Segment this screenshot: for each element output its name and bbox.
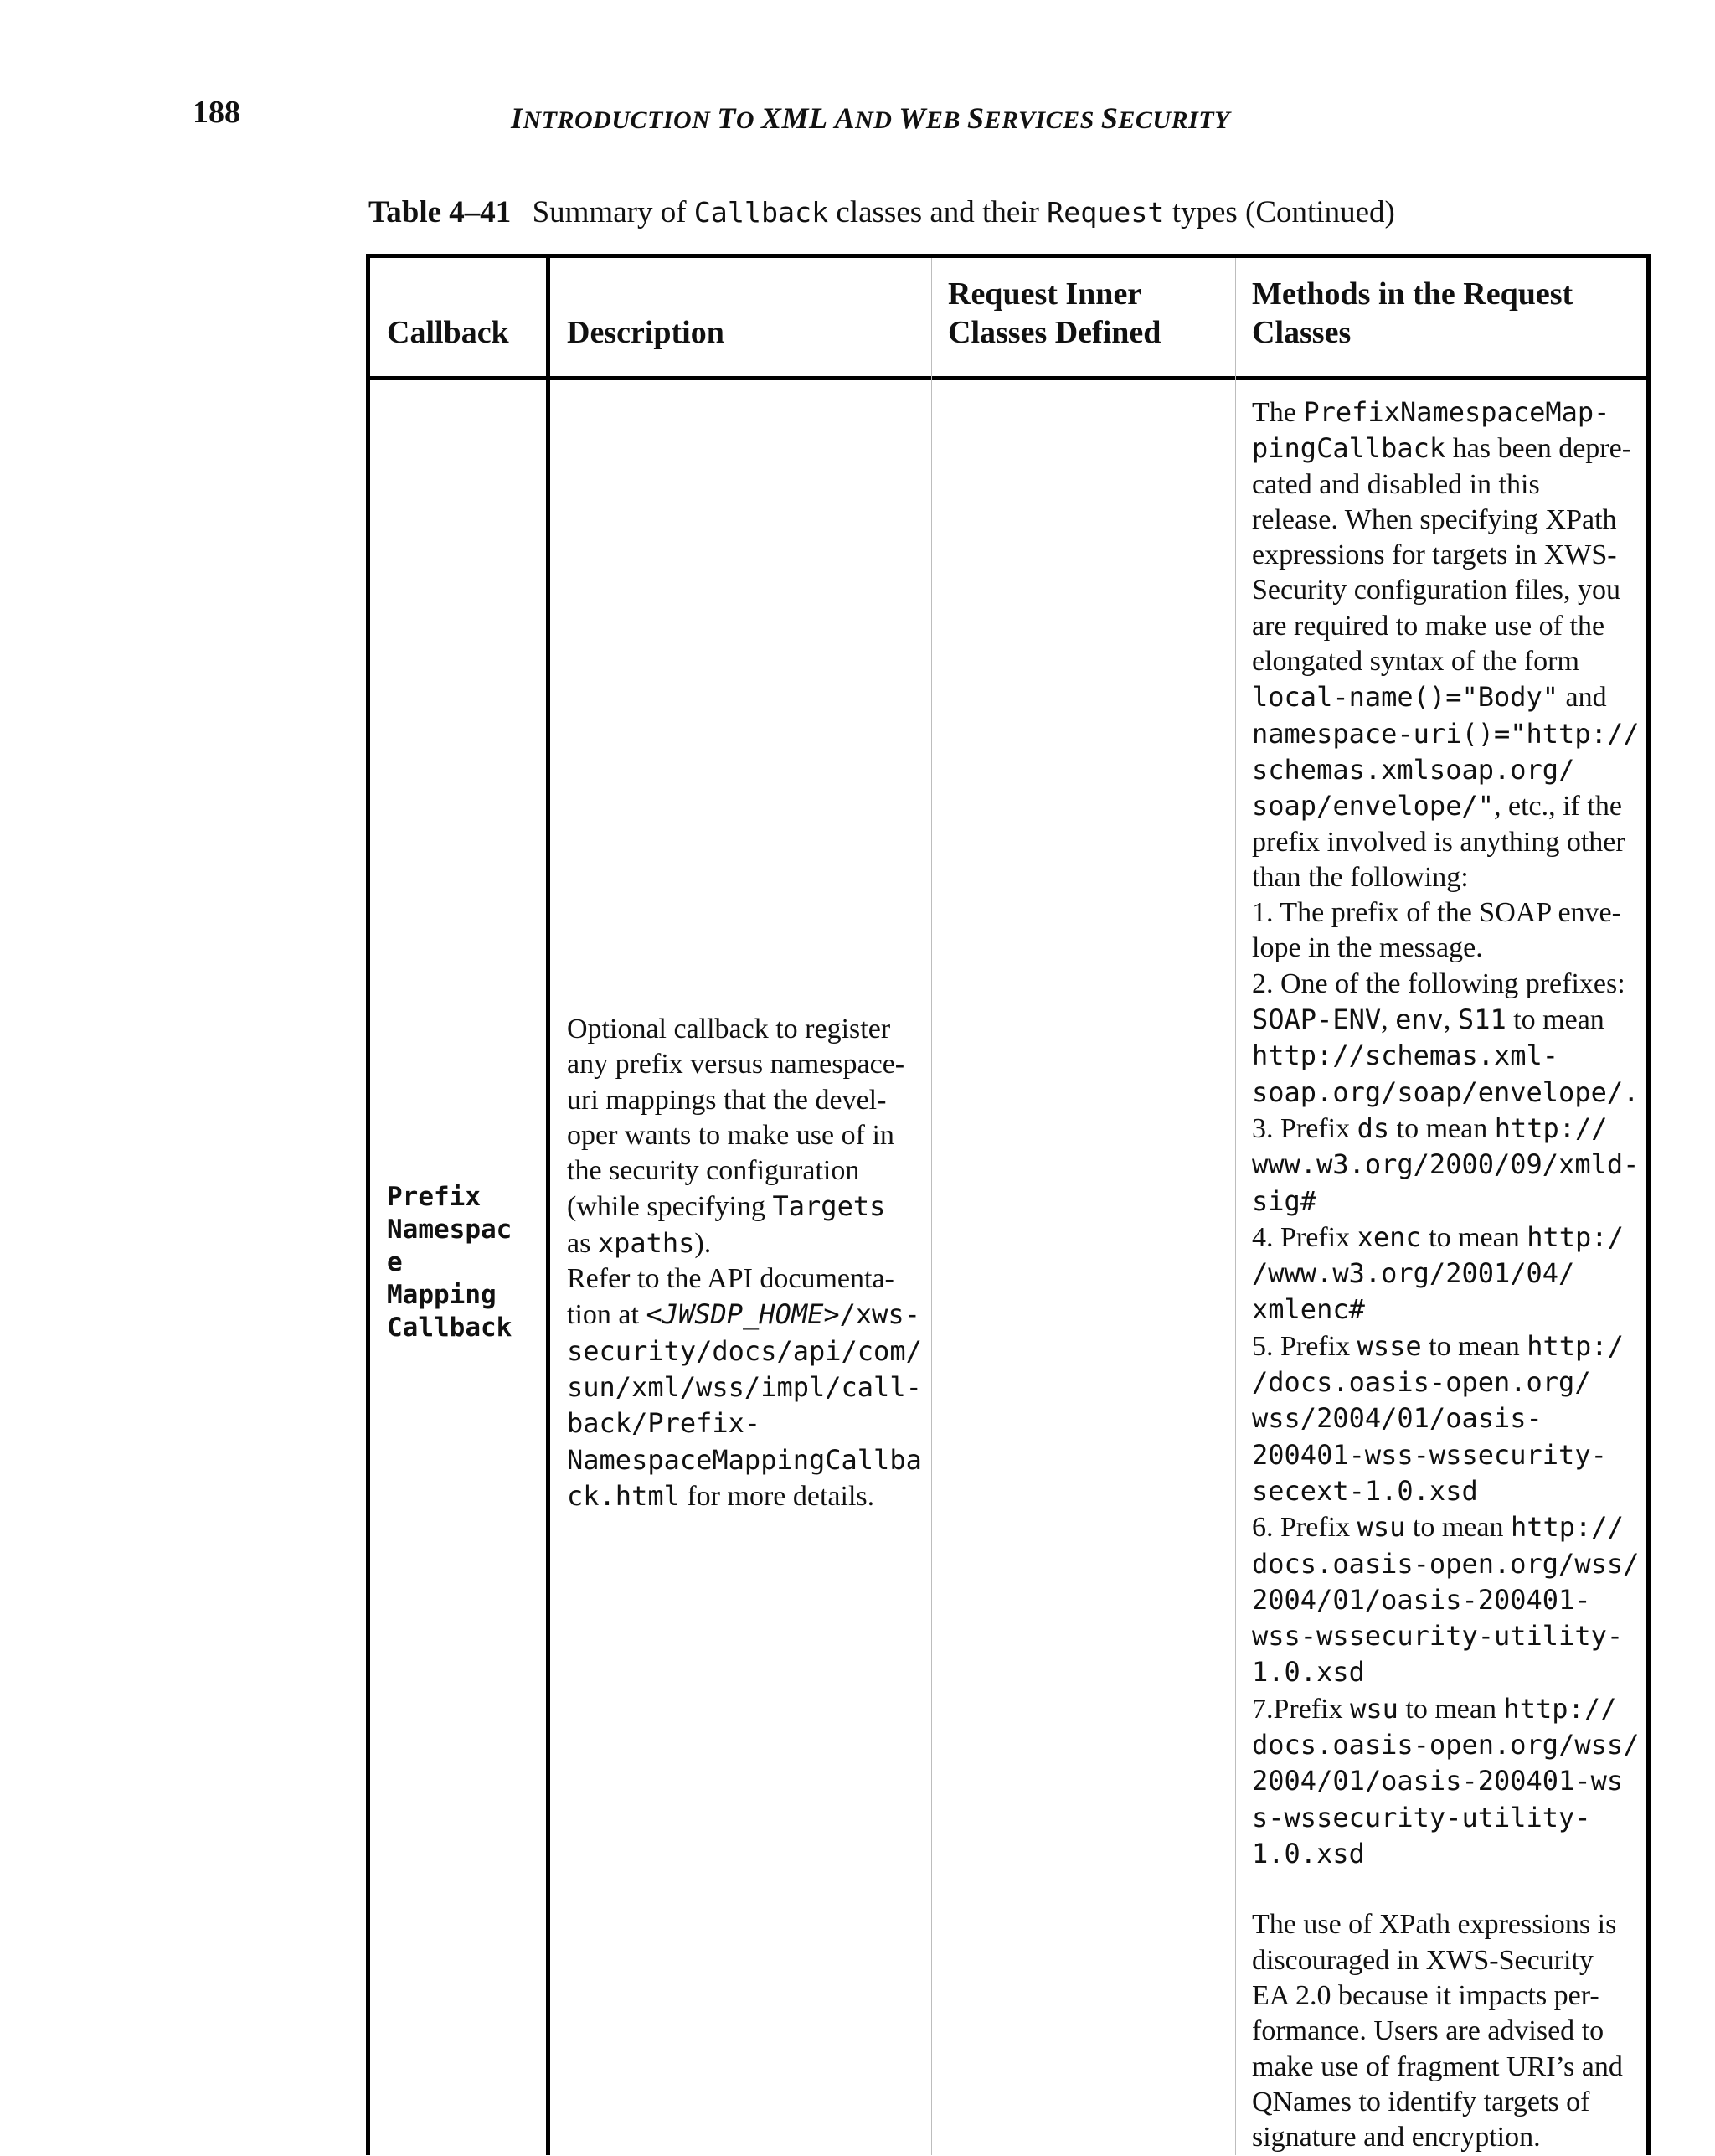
text-run: for more details. [679, 1480, 875, 1512]
description-line [567, 1225, 922, 1261]
column-divider [546, 258, 550, 2155]
code-text: /xws- [839, 1298, 920, 1331]
text-run: any prefix versus namespace- [567, 1049, 905, 1081]
methods-line [1252, 503, 1639, 538]
header-callback: Callback [387, 315, 509, 350]
text-run: 2. One of the following prefixes: [1252, 967, 1625, 999]
code-text: wss/2004/01/oasis- [1252, 1402, 1542, 1435]
methods-line [1252, 2085, 1639, 2120]
methods-line [1252, 931, 1639, 966]
text-run: to mean [1405, 1512, 1511, 1544]
code-text: docs.oasis-open.org/wss/ [1252, 1728, 1640, 1761]
header-inner-classes [948, 275, 1161, 352]
methods-line [1252, 1727, 1639, 1763]
methods-line [1252, 1147, 1639, 1183]
description-line [567, 1261, 922, 1297]
description-line [567, 1047, 922, 1082]
methods-line [1252, 1002, 1639, 1038]
code-text: wss-wssecurity-utility- [1252, 1620, 1624, 1653]
text-run: as [567, 1227, 598, 1259]
code-text: env [1395, 1003, 1444, 1036]
code-text: s-wssecurity-utility- [1252, 1801, 1591, 1834]
code-text: ds [1357, 1112, 1390, 1144]
methods-line [1252, 1907, 1639, 1942]
code-text: http:/ [1527, 1220, 1624, 1253]
description-line [567, 1297, 922, 1333]
header-line: Classes [1252, 315, 1352, 350]
methods-line [1252, 395, 1639, 431]
text-run: , [1443, 1004, 1458, 1036]
code-text: 200401-wss-wssecurity- [1252, 1438, 1607, 1471]
header-line: Methods in the Request [1252, 276, 1573, 312]
methods-line [1252, 1763, 1639, 1799]
text-run: elongated syntax of the form [1252, 646, 1579, 678]
text-run: 5. Prefix [1252, 1330, 1357, 1362]
code-text: http://schemas.xml- [1252, 1039, 1559, 1072]
code-text: 1.0.xsd [1252, 1837, 1365, 1870]
text-run: than the following: [1252, 861, 1469, 893]
methods-line [1252, 1691, 1639, 1727]
methods-line [1252, 1618, 1639, 1654]
code-text: xmlenc# [1252, 1293, 1365, 1326]
methods-line [1252, 679, 1639, 715]
code-text: security/docs/api/com/ [567, 1334, 922, 1367]
caption-text: classes and their [836, 195, 1039, 230]
methods-line [1252, 825, 1639, 860]
running-head: INTRODUCTION TO XML AND WEB SERVICES SECURITY [511, 101, 1230, 135]
callback-summary-table [366, 254, 1651, 2155]
code-text: http:// [1503, 1692, 1617, 1725]
text-run: 4. Prefix [1252, 1221, 1357, 1253]
text-run: formance. Users are advised to [1252, 2015, 1604, 2047]
text-run: Refer to the API documenta- [567, 1263, 894, 1295]
methods-line [1252, 895, 1639, 931]
code-text: Targets [772, 1190, 886, 1223]
methods-line [1252, 1582, 1639, 1618]
callback-name-line: Mapping [387, 1280, 497, 1310]
header-line: Request Inner [948, 276, 1142, 312]
methods-line [1252, 860, 1639, 895]
text-run: EA 2.0 because it impacts per- [1252, 1980, 1599, 2012]
code-text: SOAP-ENV [1252, 1003, 1382, 1036]
text-run: make use of fragment URI’s and [1252, 2050, 1623, 2082]
code-text: http:/ [1527, 1329, 1624, 1362]
methods-line [1252, 609, 1639, 644]
description-cell [567, 1012, 922, 1514]
description-line [567, 1442, 922, 1478]
methods-line [1252, 1075, 1639, 1111]
code-text: http:// [1494, 1112, 1608, 1144]
code-text: S11 [1457, 1003, 1506, 1036]
text-run: uri mappings that the devel- [567, 1084, 887, 1116]
methods-line [1252, 1256, 1639, 1292]
callback-name-line: Namespac [387, 1215, 512, 1245]
methods-line [1252, 1292, 1639, 1328]
text-run: prefix involved is anything other [1252, 826, 1625, 858]
methods-line [1252, 716, 1639, 752]
table-caption [368, 194, 1395, 230]
methods-line [1252, 1978, 1639, 2014]
column-divider [931, 258, 932, 2155]
methods-line [1252, 644, 1639, 679]
code-text: docs.oasis-open.org/wss/ [1252, 1547, 1640, 1580]
code-text: 2004/01/oasis-200401-ws [1252, 1765, 1624, 1798]
caption-text: types (Continued) [1172, 195, 1395, 230]
text-run: has been depre- [1445, 433, 1632, 465]
description-line [567, 1153, 922, 1189]
description-line [567, 1406, 922, 1442]
methods-line [1252, 1437, 1639, 1473]
text-run: to mean [1398, 1693, 1504, 1725]
code-text: wsu [1357, 1511, 1406, 1544]
text-run: discouraged in XWS-Security [1252, 1944, 1594, 1976]
methods-line [1252, 2120, 1639, 2155]
description-line [567, 1478, 922, 1514]
page-number: 188 [193, 95, 240, 130]
methods-line [1252, 1473, 1639, 1509]
text-run: (while specifying [567, 1191, 773, 1223]
code-text: sig# [1252, 1184, 1317, 1217]
text-run: tion at [567, 1299, 646, 1331]
code-text: pingCallback [1252, 432, 1446, 465]
code-text: www.w3.org/2000/09/xmld- [1252, 1148, 1640, 1181]
description-line [567, 1189, 922, 1225]
methods-line [1252, 1111, 1639, 1147]
methods-line [1252, 1038, 1639, 1074]
methods-line [1252, 2014, 1639, 2049]
code-text: xpaths [597, 1226, 695, 1259]
methods-line [1252, 1836, 1639, 1872]
text-run: Optional callback to register [567, 1014, 891, 1044]
callback-name-cell [387, 1181, 512, 1344]
code-text: http:// [1510, 1511, 1624, 1544]
methods-line [1252, 1509, 1639, 1545]
methods-line [1252, 431, 1639, 467]
callback-name-line: Callback [387, 1313, 512, 1343]
methods-line [1252, 1800, 1639, 1836]
code-text: /www.w3.org/2001/04/ [1252, 1257, 1575, 1290]
code-text: sun/xml/wss/impl/call- [567, 1370, 922, 1403]
text-run: , [1381, 1004, 1396, 1036]
description-line [567, 1083, 922, 1118]
code-text: back/Prefix- [567, 1407, 761, 1440]
header-methods [1252, 275, 1573, 352]
caption-text: Summary of [532, 195, 687, 230]
text-run: 6. Prefix [1252, 1512, 1357, 1544]
text-run: 1. The prefix of the SOAP enve- [1252, 897, 1621, 929]
text-run: cated and disabled in this [1252, 468, 1540, 500]
text-run: oper wants to make use of in [567, 1119, 894, 1151]
text-run: QNames to identify targets of [1252, 2086, 1590, 2117]
description-line [567, 1118, 922, 1153]
code-text: wsse [1357, 1329, 1422, 1362]
callback-name-line: e [387, 1247, 403, 1277]
text-run: lope in the message. [1252, 932, 1483, 964]
header-description: Description [567, 315, 724, 350]
text-run: 7.Prefix [1252, 1693, 1351, 1725]
code-text: /docs.oasis-open.org/ [1252, 1366, 1591, 1399]
description-line [567, 1369, 922, 1406]
code-text: <JWSDP_HOME> [646, 1298, 840, 1331]
methods-line [1252, 573, 1639, 608]
methods-line [1252, 1328, 1639, 1364]
code-text: secext-1.0.xsd [1252, 1474, 1478, 1507]
text-run: are required to make use of the [1252, 610, 1605, 642]
text-run: The [1252, 397, 1304, 428]
code-text: schemas.xmlsoap.org/ [1252, 753, 1575, 786]
code-text: xenc [1357, 1220, 1422, 1253]
methods-line [1252, 538, 1639, 573]
text-run: signature and encryption. [1252, 2122, 1541, 2153]
text-run: to mean [1421, 1221, 1527, 1253]
methods-line [1252, 1400, 1639, 1436]
code-text: NamespaceMappingCallba [567, 1443, 922, 1476]
methods-line [1252, 2050, 1639, 2085]
caption-code-callback: Callback [693, 196, 829, 229]
caption-code-request: Request [1047, 196, 1165, 229]
methods-line [1252, 1184, 1639, 1220]
code-text: ck.html [567, 1479, 680, 1512]
description-line [567, 1012, 922, 1047]
code-text: namespace-uri()="http:// [1252, 717, 1640, 750]
methods-line [1252, 1364, 1639, 1400]
callback-name-line: Prefix [387, 1182, 481, 1212]
code-text: soap/envelope/" [1252, 790, 1494, 823]
methods-line [1252, 1654, 1639, 1690]
methods-line [1252, 788, 1639, 824]
methods-cell [1252, 395, 1639, 2156]
text-run: to mean [1421, 1330, 1527, 1362]
header-line: Classes Defined [948, 315, 1161, 350]
text-run: The use of XPath expressions is [1252, 1909, 1617, 1941]
text-run: Security configuration files, you [1252, 575, 1621, 606]
code-text: local-name()="Body" [1252, 681, 1559, 714]
text-run: 3. Prefix [1252, 1112, 1357, 1144]
text-run: , etc., if the [1493, 791, 1622, 823]
methods-line [1252, 1943, 1639, 1978]
text-run: to mean [1389, 1112, 1495, 1144]
methods-line [1252, 967, 1639, 1002]
description-line [567, 1333, 922, 1369]
column-divider [1235, 258, 1236, 2155]
methods-line [1252, 1546, 1639, 1582]
text-run: expressions for targets in XWS- [1252, 539, 1617, 571]
text-run: ). [694, 1227, 712, 1259]
table-caption-label: Table 4–41 [368, 195, 512, 230]
code-text: PrefixNamespaceMap- [1303, 396, 1610, 428]
code-text: wsu [1350, 1692, 1398, 1725]
text-run: to mean [1506, 1004, 1604, 1036]
methods-line [1252, 467, 1639, 503]
code-text: 1.0.xsd [1252, 1656, 1365, 1689]
text-run: and [1558, 682, 1607, 714]
methods-line [1252, 1220, 1639, 1256]
code-text: 2004/01/oasis-200401- [1252, 1583, 1591, 1616]
header-divider [370, 376, 1646, 380]
code-text: soap.org/soap/envelope/. [1252, 1075, 1640, 1108]
methods-line [1252, 1872, 1639, 1907]
text-run: the security configuration [567, 1155, 860, 1187]
text-run: release. When specifying XPath [1252, 503, 1617, 535]
methods-line [1252, 752, 1639, 788]
